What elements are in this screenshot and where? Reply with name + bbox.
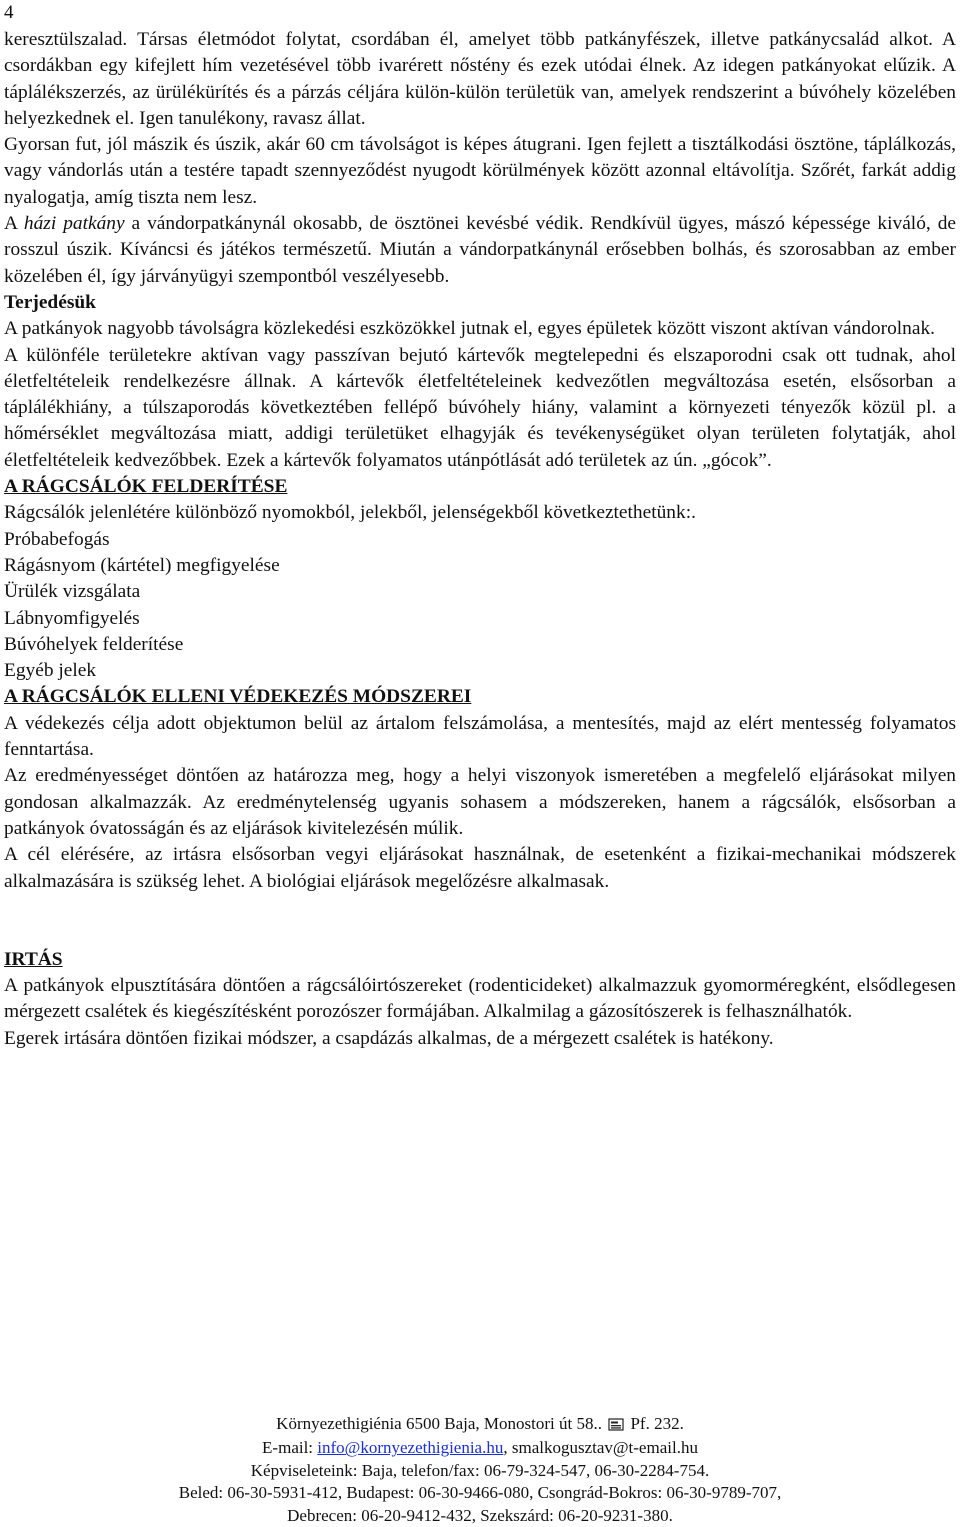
paragraph-abilities: Gyorsan fut, jól mászik és úszik, akár 60 cm távolságot is képes átugrani. Igen fejlett a tisztálkodási ösztöne, táplálkozás, vagy vándorlás után a testére tapadt szennyeződést nyugodt körülmények között azonnal eltávolítja. Szőrét, farkát addig nyalogatja, amíg tiszta nem lesz. (4, 134, 956, 208)
heading-spread: Terjedésük (4, 291, 96, 313)
footer-email-line (0, 1437, 960, 1459)
paragraph-mice: Egerek irtására döntően fizikai módszer, a csapdázás alkalmas, de a mérgezett csalétek is hatékony. (4, 1027, 774, 1049)
list-item-trapping: Próbabefogás (4, 528, 110, 550)
paragraph-control-goal: A védekezés célja adott objektumon belül az ártalom felszámolása, a mentesítés, majd az elért mentesség folyamatos fenntartása. (4, 712, 956, 761)
paragraph-colonization: A különféle területekre aktívan vagy passzívan bejutó kártevők megtelepedni és elszaporodni csak ott tudnak, ahol életfeltételeik rendelkezésre állnak. A kártevők életfeltételeinek kedvezőtlen megváltozása esetén, elsősorban a táplálékhiány, a túlszaporodás következtében fellépő búvóhely hiány, valamint a környezeti tényezők közül pl. a hőmérséklet megváltozása miatt, addigi területüket elhagyják és tevékenységüket olyan területen folytatják, ahol életfeltételeik kedvezőbbek. Ezek a kártevők folyamatos utánpótlását adó területek az ún. „gócok”. (4, 344, 956, 471)
list-item-other-signs: Egyéb jelek (4, 660, 97, 682)
heading-extermination: IRTÁS (4, 948, 63, 970)
footer-po-box: Pf. 232. (630, 1414, 684, 1433)
heading-detection: A RÁGCSÁLÓK FELDERÍTÉSE (4, 476, 288, 498)
footer-email-rest: , smalkogusztav@t-email.hu (503, 1438, 698, 1458)
footer-phones-line-2: Debrecen: 06-20-9412-432, Szekszárd: 06-20-9231-380. (287, 1505, 673, 1525)
italic-term-house-rat: házi patkány (23, 213, 125, 235)
email-link[interactable]: info@kornyezethigienia.hu (317, 1438, 504, 1458)
footer-address: Környezethigiénia 6500 Baja, Monostori út 58.. (276, 1414, 602, 1433)
mailbox-icon (608, 1415, 624, 1437)
paragraph-transport: A patkányok nagyobb távolságra közlekedési eszközökkel jutnak el, egyes épületek között viszont aktívan vándorolnak. (4, 318, 936, 340)
document-body (4, 27, 956, 1052)
paragraph-rodenticides: A patkányok elpusztítására döntően a rágcsálóirtószereket (rodenticideket) alkalmazzuk gyomorméregként, elsődlegesen mérgezett csalétek és kiegészítésként porozószer formájában. Alkalmilag a gázosítószerek is felhasználhatók. (4, 975, 956, 1023)
text-segment: a vándorpatkánynál okosabb, de ösztönei kevésbé védik. Rendkívül ügyes, mászó képessége kiváló, de rosszul úszik. Kíváncsi és játékos természetű. Miután a vándorpatkánynál erősebben bolhás, és szorosabban az ember közelében él, így járványügyi szempontból veszélyesebb. (4, 213, 956, 287)
paragraph-methods: A cél elérésére, az irtásra elsősorban vegyi eljárásokat használnak, de esetenként a fizikai-mechanikai módszerek alkalmazására is szükség lehet. A biológiai eljárások megelőzésre alkalmasak. (4, 844, 956, 892)
heading-control-methods: A RÁGCSÁLÓK ELLENI VÉDEKEZÉS MÓDSZEREI (4, 686, 472, 708)
list-item-footprints: Lábnyomfigyelés (4, 607, 140, 629)
text-segment: A (4, 213, 24, 235)
list-item-gnawing: Rágásnyom (kártétel) megfigyelése (4, 554, 280, 576)
footer-offices-line: Képviseleteink: Baja, telefon/fax: 06-79-324-547, 06-30-2284-754. (250, 1460, 710, 1480)
list-item-burrows: Búvóhelyek felderítése (4, 633, 184, 655)
page-footer (0, 1413, 960, 1527)
footer-phones-line: Beled: 06-30-5931-412, Budapest: 06-30-9466-080, Csongrád-Bokros: 06-30-9789-707, (178, 1483, 782, 1503)
paragraph-social-life: keresztülszalad. Társas életmódot folytat, csordában él, amelyet több patkányfészek, illetve patkánycsalád alkot. A csordákban egy kifejlett hím vezetésével több ivarérett nőstény és ezek utódai élnek. Az idegen patkányokat elűzik. A táplálékszerzés, az ürülékürítés és a párzás céljára külön-külön területük van, amelyek rendszerint a búvóhely közelében helyezkednek el. Igen tanulékony, ravasz állat. (4, 29, 956, 129)
paragraph-effectiveness: Az eredményességet döntően az határozza meg, hogy a helyi viszonyok ismeretében a megfelelő eljárásokat milyen gondosan alkalmazzák. Az eredménytelenség ugyanis sohasem a módszereken, hanem a rágcsálók, elsősorban a patkányok óvatosságán és az eljárások kivitelezésén múlik. (4, 765, 956, 839)
paragraph-detection-intro: Rágcsálók jelenlétére különböző nyomokból, jelekből, jelenségekből következtethetünk:. (4, 502, 696, 524)
page-number: 4 (4, 2, 14, 23)
list-item-droppings: Ürülék vizsgálata (4, 581, 141, 603)
paragraph-house-rat (4, 211, 956, 290)
footer-email-prefix: E-mail: (262, 1438, 318, 1458)
section-spacer (4, 895, 956, 947)
footer-address-line (0, 1413, 960, 1437)
